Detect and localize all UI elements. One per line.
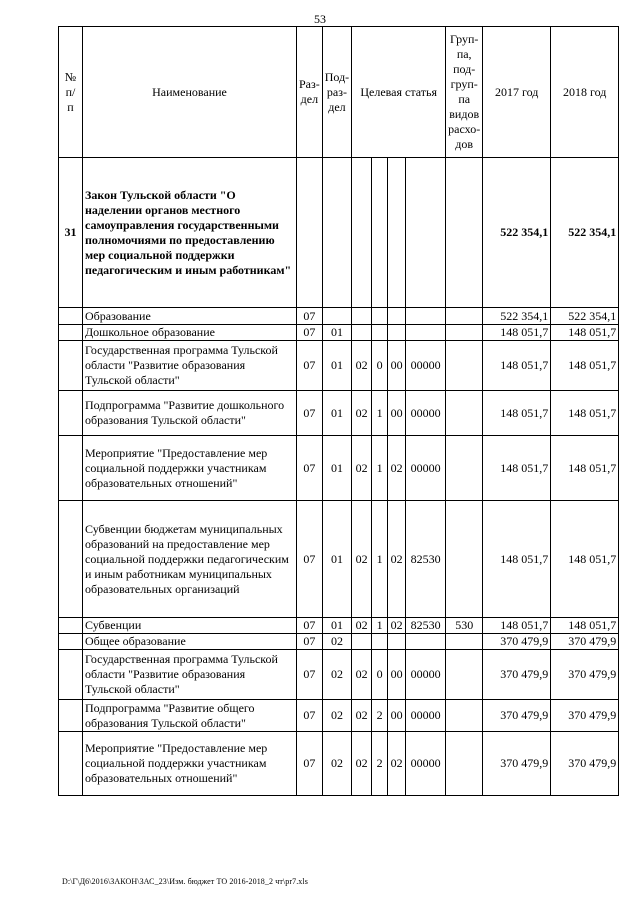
row-direction-code: 00000	[406, 650, 446, 700]
row-value-2018: 148 051,7	[551, 341, 619, 391]
row-value-2018: 148 051,7	[551, 391, 619, 436]
row-direction-code	[406, 158, 446, 308]
row-number	[59, 700, 83, 732]
row-activity-code: 02	[388, 501, 406, 618]
table-row	[59, 158, 619, 308]
row-program-code: 02	[352, 341, 372, 391]
table-row	[59, 618, 619, 634]
row-expense-group	[446, 436, 483, 501]
row-razdel: 07	[297, 634, 323, 650]
row-value-2017: 148 051,7	[483, 341, 551, 391]
header-year-2018: 2018 год	[551, 27, 619, 158]
table-row	[59, 308, 619, 325]
row-razdel: 07	[297, 650, 323, 700]
row-direction-code: 00000	[406, 436, 446, 501]
row-name: Мероприятие "Предоставление мер социальной поддержки участникам образовательных отношений"	[83, 436, 297, 501]
row-razdel: 07	[297, 700, 323, 732]
row-number	[59, 308, 83, 325]
row-value-2017: 370 479,9	[483, 634, 551, 650]
row-podrazdel: 02	[322, 650, 351, 700]
row-razdel: 07	[297, 391, 323, 436]
row-value-2017: 370 479,9	[483, 732, 551, 796]
row-direction-code: 82530	[406, 618, 446, 634]
row-podrazdel: 01	[322, 325, 351, 341]
row-subprogram-code: 1	[372, 501, 388, 618]
row-name: Общее образование	[83, 634, 297, 650]
header-razdel: Раз- дел	[297, 27, 323, 158]
row-name: Мероприятие "Предоставление мер социальной поддержки участникам образовательных отношений"	[83, 732, 297, 796]
row-expense-group	[446, 308, 483, 325]
row-number	[59, 325, 83, 341]
row-podrazdel: 02	[322, 700, 351, 732]
row-value-2017: 148 051,7	[483, 391, 551, 436]
row-program-code: 02	[352, 650, 372, 700]
row-value-2018: 148 051,7	[551, 436, 619, 501]
row-expense-group	[446, 391, 483, 436]
row-direction-code	[406, 308, 446, 325]
header-name: Наименование	[83, 27, 297, 158]
row-number	[59, 634, 83, 650]
row-name: Закон Тульской области "О наделении органов местного самоуправления государственными полномочиями по предоставлению мер социальной поддержки педагогическим и иным работникам"	[83, 158, 297, 308]
table-row	[59, 325, 619, 341]
row-name: Образование	[83, 308, 297, 325]
row-value-2018: 148 051,7	[551, 618, 619, 634]
row-activity-code: 02	[388, 436, 406, 501]
row-subprogram-code: 0	[372, 650, 388, 700]
row-direction-code: 00000	[406, 341, 446, 391]
row-number	[59, 618, 83, 634]
row-razdel: 07	[297, 325, 323, 341]
row-program-code: 02	[352, 700, 372, 732]
row-razdel: 07	[297, 732, 323, 796]
row-razdel: 07	[297, 308, 323, 325]
row-razdel: 07	[297, 618, 323, 634]
row-program-code: 02	[352, 501, 372, 618]
row-number	[59, 650, 83, 700]
row-activity-code: 00	[388, 391, 406, 436]
row-value-2017: 522 354,1	[483, 158, 551, 308]
row-value-2017: 370 479,9	[483, 700, 551, 732]
row-number	[59, 391, 83, 436]
row-subprogram-code	[372, 634, 388, 650]
row-activity-code	[388, 158, 406, 308]
row-expense-group	[446, 341, 483, 391]
row-value-2018: 148 051,7	[551, 325, 619, 341]
row-program-code	[352, 158, 372, 308]
row-number: 31	[59, 158, 83, 308]
row-expense-group	[446, 732, 483, 796]
row-activity-code: 00	[388, 650, 406, 700]
row-program-code: 02	[352, 732, 372, 796]
page-number: 53	[314, 12, 326, 26]
row-number	[59, 732, 83, 796]
row-podrazdel	[322, 158, 351, 308]
row-podrazdel: 02	[322, 732, 351, 796]
row-value-2017: 148 051,7	[483, 436, 551, 501]
row-number	[59, 501, 83, 618]
table-row	[59, 634, 619, 650]
row-value-2018: 522 354,1	[551, 308, 619, 325]
row-activity-code: 00	[388, 341, 406, 391]
row-name: Подпрограмма "Развитие общего образования Тульской области"	[83, 700, 297, 732]
row-program-code	[352, 325, 372, 341]
row-razdel	[297, 158, 323, 308]
row-value-2017: 148 051,7	[483, 325, 551, 341]
header-podrazdel: Под- раз- дел	[322, 27, 351, 158]
row-podrazdel	[322, 308, 351, 325]
table-row	[59, 501, 619, 618]
row-activity-code: 00	[388, 700, 406, 732]
row-expense-group	[446, 634, 483, 650]
row-direction-code: 00000	[406, 700, 446, 732]
row-podrazdel: 01	[322, 391, 351, 436]
row-value-2018: 148 051,7	[551, 501, 619, 618]
row-name: Субвенции бюджетам муниципальных образований на предоставление мер социальной поддержки педагогическим и иным работникам муниципальных образовательных организаций	[83, 501, 297, 618]
row-value-2017: 148 051,7	[483, 618, 551, 634]
row-subprogram-code	[372, 308, 388, 325]
row-subprogram-code: 2	[372, 700, 388, 732]
row-direction-code: 00000	[406, 391, 446, 436]
row-subprogram-code: 1	[372, 391, 388, 436]
row-program-code: 02	[352, 618, 372, 634]
row-podrazdel: 01	[322, 436, 351, 501]
row-name: Подпрограмма "Развитие дошкольного образования Тульской области"	[83, 391, 297, 436]
row-program-code: 02	[352, 436, 372, 501]
table-row	[59, 391, 619, 436]
row-name: Государственная программа Тульской области "Развитие образования Тульской области"	[83, 650, 297, 700]
row-number	[59, 341, 83, 391]
row-razdel: 07	[297, 436, 323, 501]
budget-table	[58, 26, 619, 796]
table-row	[59, 341, 619, 391]
row-program-code: 02	[352, 391, 372, 436]
row-name: Субвенции	[83, 618, 297, 634]
row-expense-group	[446, 158, 483, 308]
row-value-2018: 370 479,9	[551, 732, 619, 796]
row-number	[59, 436, 83, 501]
row-direction-code: 00000	[406, 732, 446, 796]
row-podrazdel: 01	[322, 501, 351, 618]
table-row	[59, 732, 619, 796]
row-subprogram-code: 0	[372, 341, 388, 391]
row-name: Государственная программа Тульской области "Развитие образования Тульской области"	[83, 341, 297, 391]
row-direction-code: 82530	[406, 501, 446, 618]
row-name: Дошкольное образование	[83, 325, 297, 341]
row-value-2018: 370 479,9	[551, 700, 619, 732]
row-activity-code	[388, 308, 406, 325]
table-row	[59, 650, 619, 700]
row-podrazdel: 01	[322, 341, 351, 391]
row-activity-code	[388, 325, 406, 341]
row-subprogram-code: 2	[372, 732, 388, 796]
row-expense-group: 530	[446, 618, 483, 634]
row-activity-code	[388, 634, 406, 650]
row-value-2017: 148 051,7	[483, 501, 551, 618]
row-expense-group	[446, 700, 483, 732]
table-row	[59, 436, 619, 501]
row-podrazdel: 02	[322, 634, 351, 650]
row-value-2017: 522 354,1	[483, 308, 551, 325]
header-expense-group: Груп- па, под- груп- па видов расхо- дов	[446, 27, 483, 158]
row-activity-code: 02	[388, 732, 406, 796]
row-value-2018: 370 479,9	[551, 650, 619, 700]
row-expense-group	[446, 650, 483, 700]
row-subprogram-code	[372, 158, 388, 308]
header-year-2017: 2017 год	[483, 27, 551, 158]
row-razdel: 07	[297, 341, 323, 391]
row-program-code	[352, 634, 372, 650]
row-expense-group	[446, 325, 483, 341]
table-row	[59, 700, 619, 732]
row-subprogram-code	[372, 325, 388, 341]
row-program-code	[352, 308, 372, 325]
row-direction-code	[406, 634, 446, 650]
header-num: № п/ п	[59, 27, 83, 158]
table-header-row	[59, 27, 619, 158]
row-subprogram-code: 1	[372, 436, 388, 501]
row-direction-code	[406, 325, 446, 341]
row-razdel: 07	[297, 501, 323, 618]
row-value-2018: 522 354,1	[551, 158, 619, 308]
row-podrazdel: 01	[322, 618, 351, 634]
row-expense-group	[446, 501, 483, 618]
header-target-article: Целевая статья	[352, 27, 446, 158]
file-path-footer: D:\Г\Д6\2016\ЗАКОН\ЗАС_23\Изм. бюджет ТО 2016-2018_2 чт\pr7.xls	[62, 877, 308, 886]
row-value-2017: 370 479,9	[483, 650, 551, 700]
row-subprogram-code: 1	[372, 618, 388, 634]
row-activity-code: 02	[388, 618, 406, 634]
row-value-2018: 370 479,9	[551, 634, 619, 650]
